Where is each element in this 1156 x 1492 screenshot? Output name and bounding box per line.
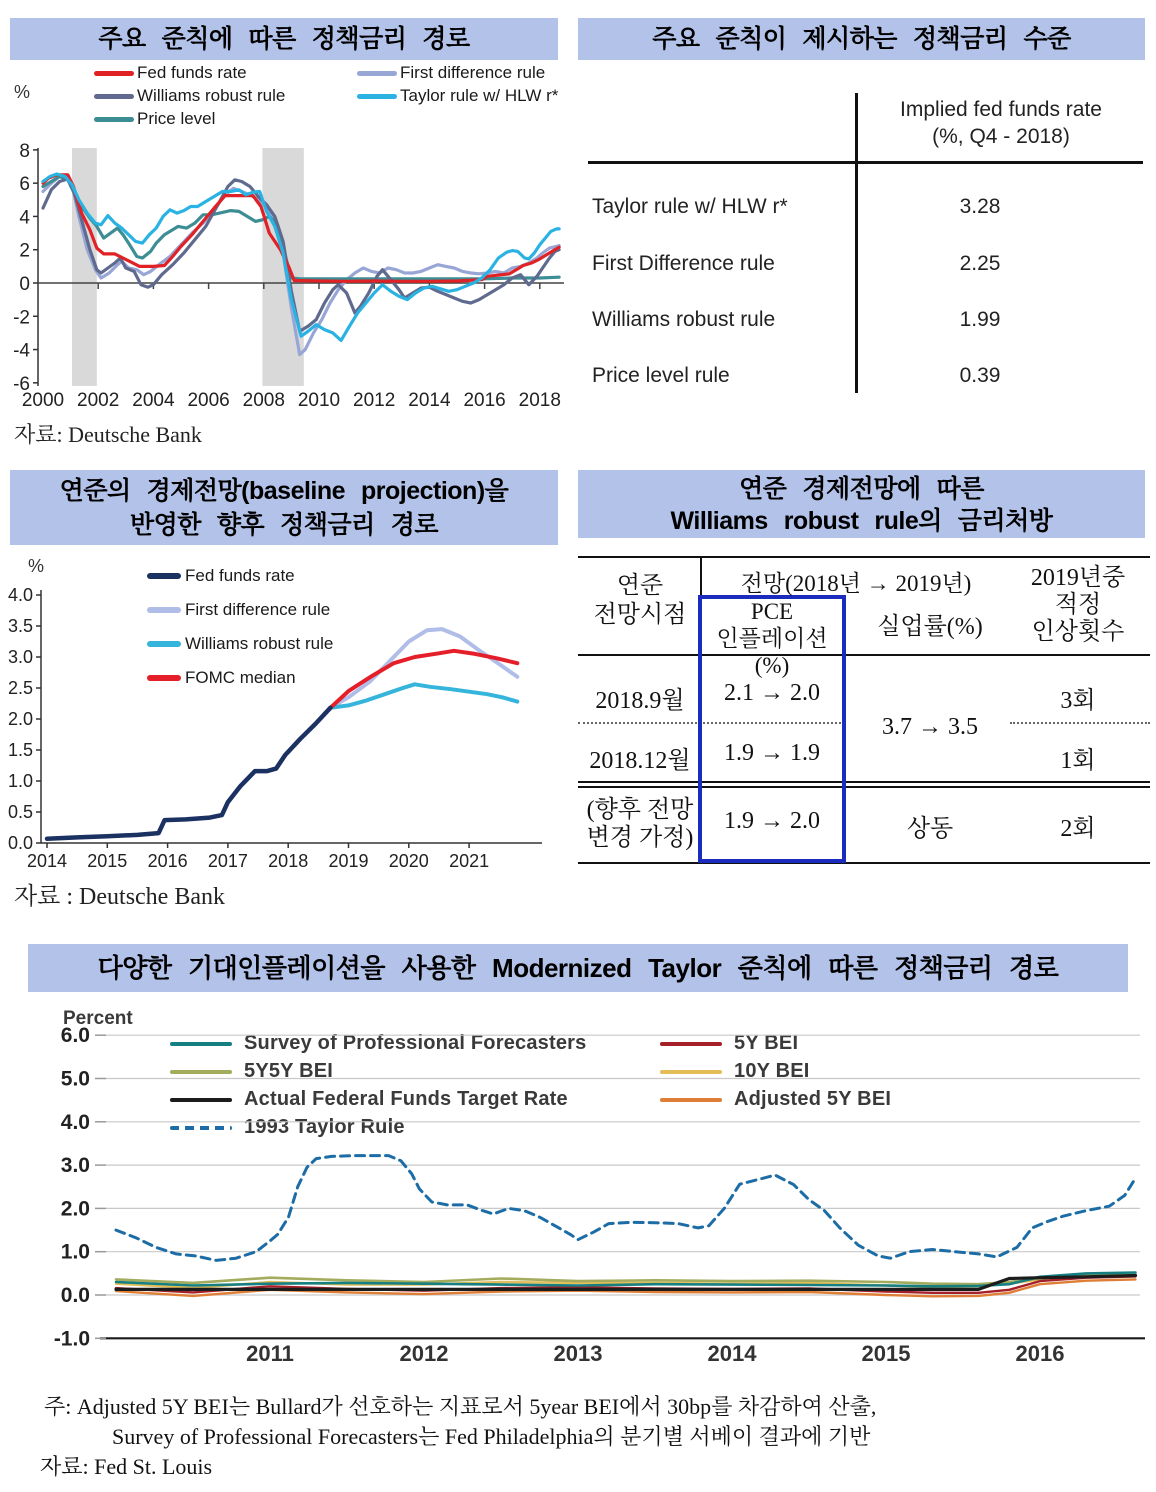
table2-header-pce	[706, 598, 838, 679]
table-cell: 2.1 → 2.0	[724, 680, 820, 706]
svg-text:0.0: 0.0	[60, 1284, 90, 1307]
table-cell: 3회	[1060, 688, 1096, 714]
header-line: 적정	[1054, 592, 1102, 618]
table-cell: 1회	[1060, 748, 1096, 774]
svg-text:2000: 2000	[21, 390, 65, 411]
svg-text:2014: 2014	[408, 390, 451, 411]
table-row-label: Williams robust rule	[592, 308, 776, 331]
panel3-title-line1: 연준의 경제전망(baseline projection)을	[59, 477, 509, 505]
table-cell: 2회	[1060, 816, 1096, 842]
header-line: PCE	[750, 599, 794, 624]
table1-header-rule	[588, 161, 1143, 164]
svg-text:4: 4	[19, 207, 30, 229]
panel5-title: 다양한 기대인플레이션을 사용한 Modernized Taylor 준칙에 따른 정책금리 경로	[28, 944, 1128, 992]
svg-text:-6: -6	[13, 373, 30, 395]
table2-dotted-separator-right	[1010, 722, 1150, 724]
svg-text:2014: 2014	[707, 1341, 757, 1366]
header-line: 인플레이션(%)	[716, 626, 828, 678]
table-cell	[578, 796, 702, 852]
svg-text:0.5: 0.5	[7, 802, 33, 822]
header-line: 연준	[616, 573, 664, 599]
table2-double-rule-b	[578, 786, 1150, 788]
legend-label: 5Y BEI	[734, 1032, 799, 1054]
svg-text:2012: 2012	[353, 390, 396, 411]
svg-text:0.0: 0.0	[7, 833, 33, 853]
table-row-value: 2.25	[959, 252, 1001, 275]
chart3-source: 자료: Fed St. Louis	[40, 1454, 213, 1479]
table-row-value: 0.39	[959, 364, 1001, 387]
legend-label: Price level	[137, 109, 216, 128]
table-cell-rowspan: 3.7 → 3.5	[882, 714, 978, 740]
table-row-label: Taylor rule w/ HLW r*	[592, 195, 788, 218]
panel3-title-line2: 반영한 향후 정책금리 경로	[130, 511, 438, 539]
svg-text:-2: -2	[13, 307, 30, 329]
svg-text:-4: -4	[13, 340, 30, 362]
svg-text:2002: 2002	[77, 390, 120, 411]
svg-text:1.0: 1.0	[60, 1240, 90, 1264]
legend-label: First difference rule	[185, 600, 331, 619]
table-row-value: 1.99	[959, 308, 1001, 331]
svg-text:2016: 2016	[1015, 1341, 1065, 1366]
legend-label: 5Y5Y BEI	[244, 1060, 334, 1082]
svg-text:2017: 2017	[207, 851, 248, 871]
chart1-y-unit-label: %	[14, 82, 31, 102]
chart-policy-rate-paths	[0, 78, 572, 430]
footnote-line1: 주: Adjusted 5Y BEI는 Bullard가 선호하는 지표로서 5year BEI에서 30bp를 차감하여 산출,	[44, 1394, 877, 1419]
table2-header-hikes	[1012, 565, 1144, 646]
table2-header-unemployment: 실업률(%)	[877, 614, 983, 640]
svg-text:2.0: 2.0	[60, 1197, 90, 1221]
legend-label: 1993 Taylor Rule	[244, 1116, 405, 1138]
legend-label: First difference rule	[400, 63, 546, 82]
legend-label: Taylor rule w/ HLW r*	[400, 86, 559, 105]
legend-label: Fed funds rate	[137, 63, 247, 82]
panel4-title-line1: 연준 경제전망에 따른	[739, 475, 984, 503]
footnote-line2: Survey of Professional Forecasters는 Fed Philadelphia의 분기별 서베이 결과에 기반	[112, 1424, 871, 1449]
svg-text:2004: 2004	[132, 390, 175, 411]
panel4-title-line2: Williams robust rule의 금리처방	[670, 507, 1053, 535]
panel4-title	[578, 470, 1145, 538]
svg-text:3.0: 3.0	[7, 647, 33, 667]
legend-label: Adjusted 5Y BEI	[734, 1088, 892, 1110]
legend-label: Survey of Professional Forecasters	[244, 1032, 587, 1054]
chart3-y-unit-label: Percent	[63, 1008, 133, 1029]
svg-text:2019: 2019	[328, 851, 369, 871]
table1-header-line2: (%, Q4 - 2018)	[932, 125, 1070, 148]
table-cell: 1.9 → 2.0	[724, 808, 820, 834]
table-row-value: 3.28	[959, 195, 1001, 218]
table2-header-time	[582, 572, 698, 630]
chart2-y-unit-label: %	[28, 556, 45, 576]
svg-text:2018: 2018	[518, 390, 561, 411]
table2-double-rule-a	[578, 781, 1150, 783]
header-line: 전망시점	[593, 602, 687, 628]
svg-text:-1.0: -1.0	[53, 1327, 90, 1351]
cell-line: (향후 전망	[586, 797, 694, 823]
svg-text:6.0: 6.0	[60, 1024, 90, 1048]
legend-label: Fed funds rate	[185, 566, 295, 585]
svg-text:2015: 2015	[87, 851, 128, 871]
svg-text:2016: 2016	[463, 390, 506, 411]
svg-text:3.5: 3.5	[7, 616, 33, 636]
svg-text:2: 2	[19, 240, 30, 262]
svg-text:6: 6	[19, 174, 30, 196]
chart-future-policy-rate	[0, 555, 572, 885]
svg-text:0: 0	[19, 274, 30, 295]
svg-text:1.0: 1.0	[7, 771, 33, 791]
table1-column-divider	[855, 93, 858, 393]
fed-funds-rate-swatch	[94, 71, 134, 76]
legend-label: 10Y BEI	[734, 1060, 810, 1082]
panel2-title: 주요 준칙이 제시하는 정책금리 수준	[578, 18, 1145, 60]
legend-label: FOMC median	[185, 668, 296, 687]
svg-text:2010: 2010	[297, 390, 341, 411]
table1-header-line1: Implied fed funds rate	[900, 98, 1102, 121]
chart2-source: 자료 : Deutsche Bank	[14, 884, 225, 910]
table-row-label: First Difference rule	[592, 252, 775, 275]
svg-text:4.0: 4.0	[7, 585, 33, 605]
svg-text:2018: 2018	[268, 851, 309, 871]
svg-text:2020: 2020	[388, 851, 429, 871]
svg-text:1.5: 1.5	[7, 740, 33, 760]
svg-text:2006: 2006	[187, 390, 230, 411]
table-cell: 상동	[906, 816, 954, 842]
legend-label: Williams robust rule	[185, 634, 334, 653]
svg-text:2.5: 2.5	[7, 678, 33, 698]
panel1-title: 주요 준칙에 따른 정책금리 경로	[10, 18, 558, 60]
table-cell: 1.9 → 1.9	[724, 740, 820, 766]
header-line: 인상횟수	[1031, 619, 1125, 645]
table2-top-rule	[578, 556, 1150, 558]
panel3-title	[10, 470, 558, 545]
svg-text:2.0: 2.0	[7, 709, 33, 729]
legend-label: Williams robust rule	[137, 86, 286, 105]
svg-text:2016: 2016	[147, 851, 188, 871]
svg-text:5.0: 5.0	[60, 1067, 90, 1091]
svg-text:2008: 2008	[242, 390, 285, 411]
svg-text:2014: 2014	[26, 851, 68, 871]
svg-text:3.0: 3.0	[60, 1154, 90, 1178]
chart1-source: 자료: Deutsche Bank	[14, 422, 202, 447]
first-difference-swatch	[357, 71, 397, 76]
svg-text:2012: 2012	[399, 1341, 449, 1366]
table-row-label: Price level rule	[592, 364, 730, 387]
svg-text:2015: 2015	[861, 1341, 911, 1366]
header-line: 2019년중	[1030, 565, 1126, 591]
table-cell: 2018.12월	[589, 748, 691, 774]
table1-column-header	[862, 96, 1140, 150]
table2-bottom-rule	[578, 862, 1150, 864]
legend-label: Actual Federal Funds Target Rate	[244, 1088, 568, 1110]
svg-text:2011: 2011	[246, 1341, 294, 1366]
chart-modernized-taylor	[0, 1005, 1156, 1385]
table2-header-forecast-span: 전망(2018년 → 2019년)	[740, 571, 972, 596]
cell-line: 변경 가정)	[586, 825, 694, 851]
svg-text:8: 8	[19, 140, 30, 162]
table2-header-rule	[578, 654, 1150, 656]
svg-text:2013: 2013	[553, 1341, 603, 1366]
table-cell: 2018.9월	[595, 688, 685, 714]
svg-text:2021: 2021	[449, 851, 490, 871]
svg-text:4.0: 4.0	[60, 1110, 90, 1134]
